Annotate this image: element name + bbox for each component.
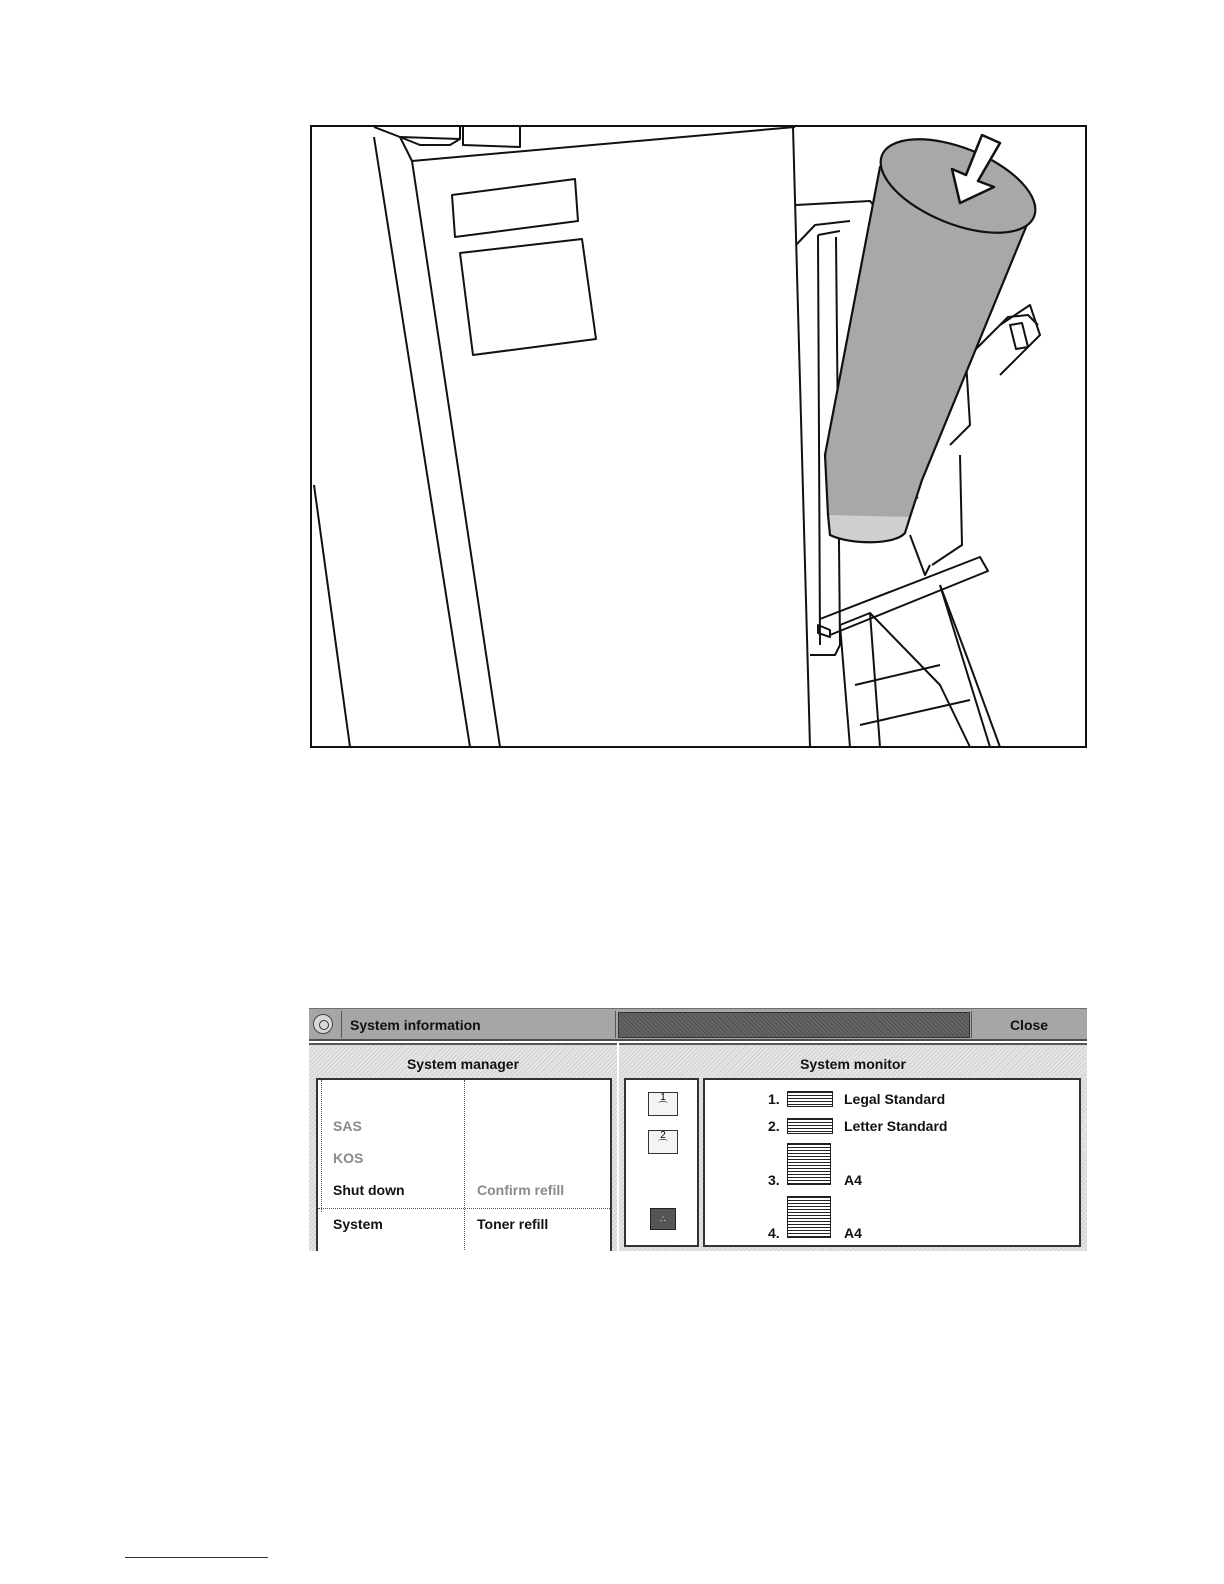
system-manager-pane [309, 1043, 617, 1251]
tray-paper-name: A4 [844, 1225, 862, 1241]
system-manager-title: System manager [406, 1056, 520, 1072]
menu-item-sas[interactable]: SAS [333, 1118, 362, 1134]
tray-paper-name: Letter Standard [844, 1118, 948, 1134]
tray-number: 2. [768, 1118, 780, 1134]
paper-portrait-icon [787, 1196, 831, 1238]
paper-landscape-icon [787, 1091, 833, 1107]
menu-item-kos[interactable]: KOS [333, 1150, 364, 1166]
title-separator [341, 1011, 342, 1038]
title-separator [615, 1011, 616, 1038]
tray-list [703, 1078, 1081, 1247]
status-icon-column [624, 1078, 699, 1247]
tray-number: 1. [768, 1091, 780, 1107]
system-monitor-title: System monitor [800, 1056, 906, 1072]
menu-item-toner-refill[interactable]: Toner refill [477, 1216, 549, 1232]
menu-item-confirm-refill[interactable]: Confirm refill [477, 1182, 565, 1198]
system-monitor-pane [619, 1043, 1087, 1251]
paper-landscape-icon [787, 1118, 833, 1134]
title-bar [309, 1008, 1087, 1041]
footnote-rule [125, 1557, 268, 1558]
title-status-area [618, 1012, 970, 1038]
paper-portrait-icon [787, 1143, 831, 1185]
window-title: System information [350, 1017, 481, 1033]
tray-paper-name: A4 [844, 1172, 862, 1188]
toner-insertion-illustration [310, 125, 1087, 748]
menu-item-shut-down[interactable]: Shut down [333, 1182, 405, 1198]
close-button[interactable]: Close [1009, 1017, 1049, 1033]
tray-number: 4. [768, 1225, 780, 1241]
tray-number: 3. [768, 1172, 780, 1188]
system-information-panel [309, 1008, 1087, 1251]
system-logo-icon [313, 1014, 333, 1034]
title-separator [971, 1011, 972, 1038]
toner-icon: ∴ [650, 1208, 676, 1230]
system-manager-menu [316, 1078, 612, 1251]
tray-2-icon: 2 ⌒ [648, 1130, 678, 1154]
tray-paper-name: Legal Standard [844, 1091, 946, 1107]
tray-1-icon: 1 ⌒ [648, 1092, 678, 1116]
menu-item-system[interactable]: System [333, 1216, 383, 1232]
